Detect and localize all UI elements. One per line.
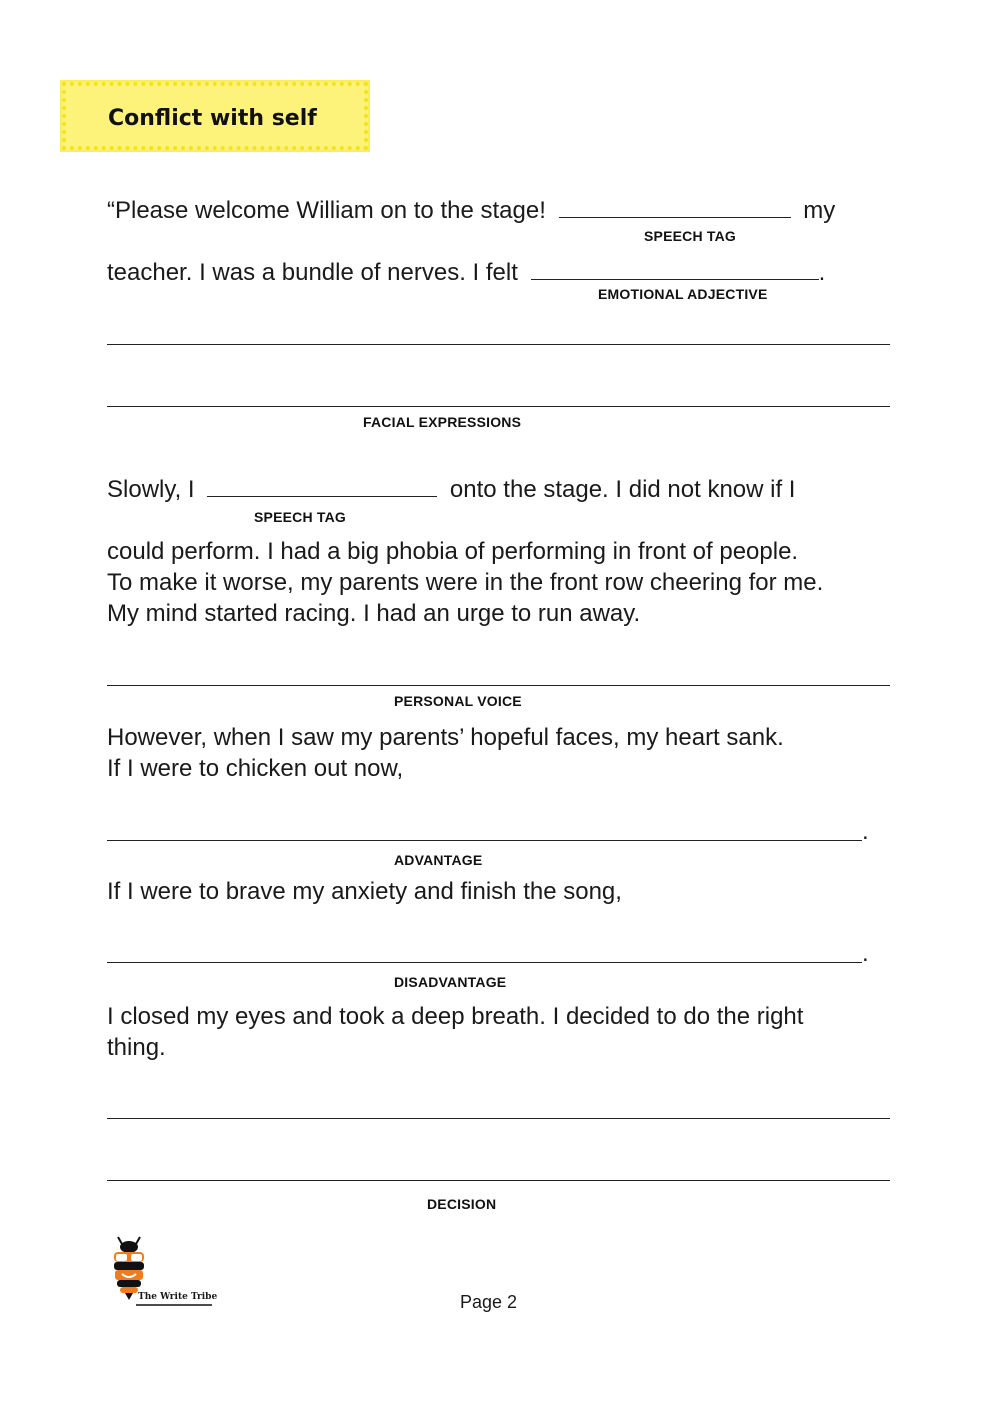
para1-line1-end: my	[803, 197, 836, 224]
write-tribe-logo	[108, 1234, 218, 1310]
para2-line3: To make it worse, my parents were in the front row cheering for me.	[107, 569, 824, 596]
para3-line1: However, when I saw my parents’ hopeful faces, my heart sank.	[107, 724, 784, 751]
para2-line1-text: Slowly, I	[107, 476, 195, 503]
answer-line-decision-2[interactable]	[107, 1180, 890, 1181]
page-number: Page 2	[460, 1292, 518, 1312]
para5-line2: thing.	[107, 1034, 166, 1061]
para2-line1	[107, 475, 795, 505]
para2-line4: My mind started racing. I had an urge to run away.	[107, 600, 641, 627]
para1-line2	[107, 258, 825, 288]
answer-line-advantage[interactable]	[107, 840, 862, 841]
answer-line-facial-2[interactable]	[107, 406, 890, 407]
label-emotional-adjective: EMOTIONAL ADJECTIVE	[598, 286, 768, 302]
answer-line-disadvantage[interactable]	[107, 962, 862, 963]
para1-line2-period: .	[818, 259, 826, 286]
label-advantage: ADVANTAGE	[394, 852, 483, 868]
para1-line1-text: “Please welcome William on to the stage!	[107, 197, 546, 224]
para2-line1-end: onto the stage. I did not know if I	[449, 476, 796, 503]
para3-line2: If I were to chicken out now,	[107, 755, 404, 782]
para1-line1	[107, 196, 835, 226]
speech-tag-blank-1[interactable]	[559, 197, 791, 218]
label-speech-tag-1: SPEECH TAG	[644, 228, 736, 244]
para2-line2: could perform. I had a big phobia of performing in front of people.	[107, 538, 799, 565]
advantage-period: .	[862, 818, 869, 845]
para4-line: If I were to brave my anxiety and finish the song,	[107, 878, 622, 905]
answer-line-personal-voice[interactable]	[107, 685, 890, 686]
label-personal-voice: PERSONAL VOICE	[394, 693, 522, 709]
para1-line2-text: teacher. I was a bundle of nerves. I felt	[107, 259, 518, 286]
title-box	[62, 82, 368, 150]
disadvantage-period: .	[862, 940, 869, 967]
label-facial-expressions: FACIAL EXPRESSIONS	[363, 414, 522, 430]
answer-line-decision-1[interactable]	[107, 1118, 890, 1119]
speech-tag-blank-2[interactable]	[207, 476, 437, 497]
label-disadvantage: DISADVANTAGE	[394, 974, 507, 990]
para5-line1: I closed my eyes and took a deep breath. I decided to do the right	[107, 1003, 804, 1030]
answer-line-facial-1[interactable]	[107, 344, 890, 345]
page-title: Conflict with self	[108, 106, 317, 131]
logo-text: The Write Tribe	[138, 1292, 218, 1302]
label-speech-tag-2: SPEECH TAG	[254, 509, 346, 525]
label-decision: DECISION	[427, 1196, 497, 1212]
emotional-adjective-blank[interactable]	[531, 259, 819, 280]
